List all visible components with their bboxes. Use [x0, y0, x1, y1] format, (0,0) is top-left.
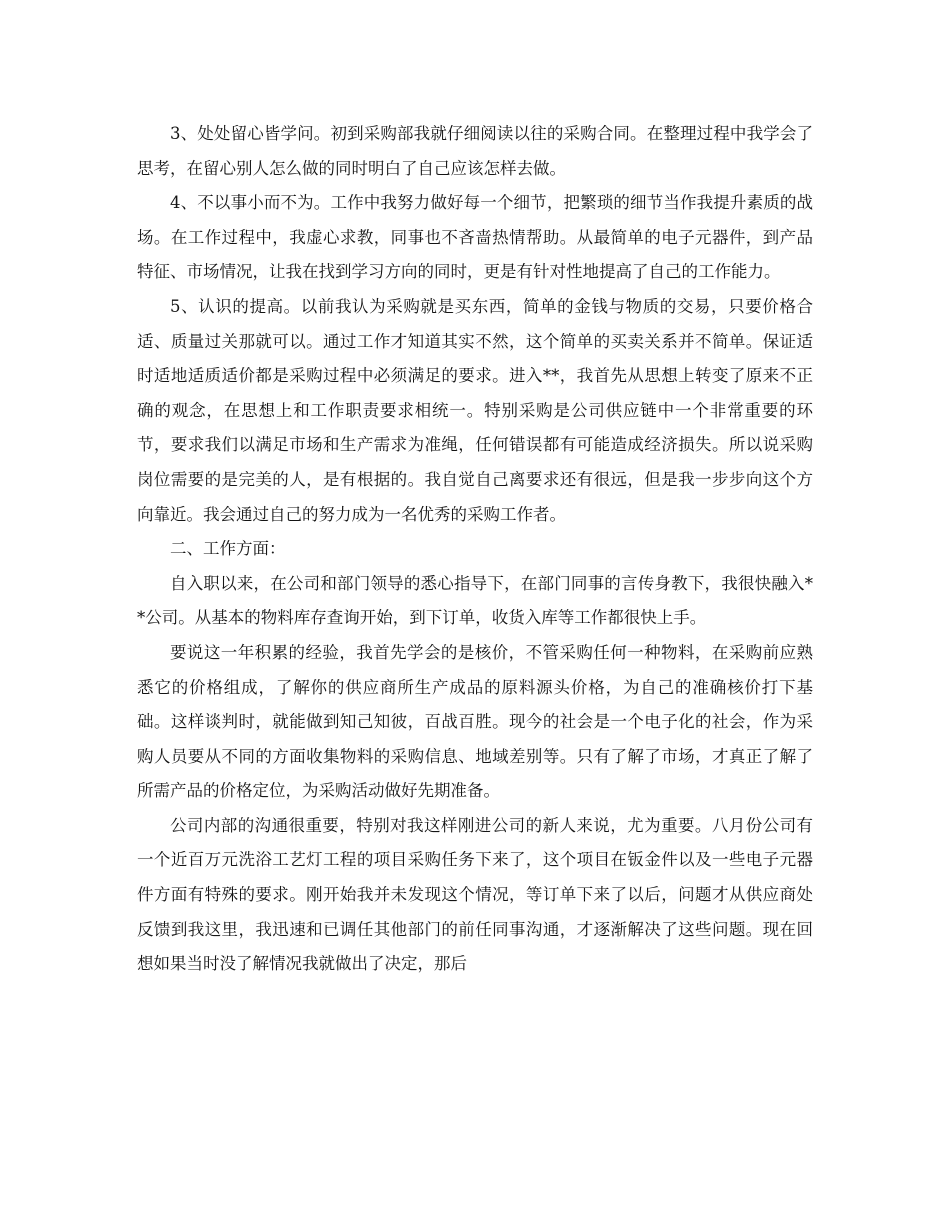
- section-heading-work: 二、工作方面：: [170, 539, 286, 559]
- paragraph-point-5: 5、认识的提高。以前我认为采购就是买东西，简单的金钱与物质的交易，只要价格合适、质量过关那就可以。通过工作才知道其实不然，这个简单的买卖关系并不简单。保证适时适地适质适价都是采购过程中必须满足的要求。进入**，我首先从思想上转变了原来不正确的观念，在思想上和工作职责要求相统一。特别采购是公司供应链中一个非常重要的环节，要求我们以满足市场和生产需求为准绳，任何错误都有可能造成经济损失。所以说采购岗位需要的是完美的人，是有根据的。我自觉自己离要求还有很远，但是我一步步向这个方向靠近。我会通过自己的努力成为一名优秀的采购工作者。: [137, 296, 813, 524]
- paragraph-internal-communication: 公司内部的沟通很重要，特别对我这样刚进公司的新人来说，尤为重要。八月份公司有一个近百万元洗浴工艺灯工程的项目采购任务下来了，这个项目在钣金件以及一些电子元器件方面有特殊的要求。刚开始我并未发现这个情况，等订单下来了以后，问题才从供应商处反馈到我这里，我迅速和已调任其他部门的前任同事沟通，才逐渐解决了这些问题。现在回想如果当时没了解情况我就做出了决定，那后: [137, 815, 813, 974]
- paragraph-point-4: 4、不以事小而不为。工作中我努力做好每一个细节，把繁琐的细节当作我提升素质的战场。在工作过程中，我虚心求教，同事也不吝啬热情帮助。从最简单的电子元器件，到产品特征、市场情况，让我在找到学习方向的同时，更是有针对性地提高了自己的工作能力。: [137, 193, 813, 282]
- paragraph-point-3: 3、处处留心皆学问。初到采购部我就仔细阅读以往的采购合同。在整理过程中我学会了思考，在留心别人怎么做的同时明白了自己应该怎样去做。: [137, 124, 813, 178]
- paragraph-onboarding: 自入职以来，在公司和部门领导的悉心指导下，在部门同事的言传身教下，我很快融入**公司。从基本的物料库存查询开始，到下订单，收货入库等工作都很快上手。: [137, 573, 813, 628]
- document-body: [137, 117, 813, 982]
- paragraph-pricing-experience: 要说这一年积累的经验，我首先学会的是核价，不管采购任何一种物料，在采购前应熟悉它的价格组成，了解你的供应商所生产成品的原料源头价格，为自己的准确核价打下基础。这样谈判时，就能做到知己知彼，百战百胜。现今的社会是一个电子化的社会，作为采购人员要从不同的方面收集物料的采购信息、地域差别等。只有了解了市场，才真正了解了所需产品的价格定位，为采购活动做好先期准备。: [137, 642, 813, 801]
